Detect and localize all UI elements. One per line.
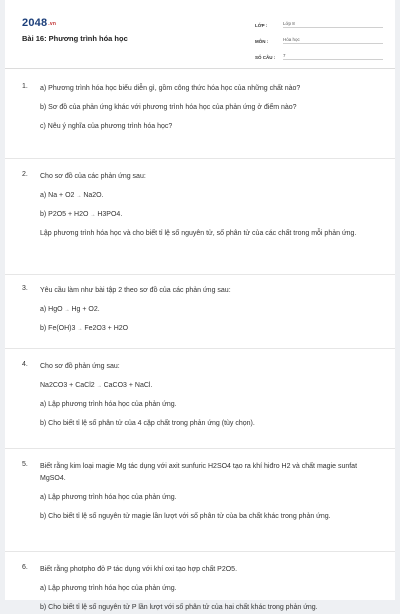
worksheet-page	[5, 0, 395, 611]
question-count-field: SỐ CÂU : 7	[255, 46, 383, 60]
arrow-icon: →	[77, 326, 83, 332]
question-number: 3.	[22, 285, 28, 292]
question-1: 1. a) Phương trình hóa học biểu diễn gì, gồm công thức hóa học của những chất nào? b) Sơ đồ của phản ứng khác với phương trình hóa học của phản ứng ở điểm nào? c) Nêu ý nghĩa của phương trình hóa học?	[5, 69, 395, 159]
question-2: 2. Cho sơ đồ của các phản ứng sau: a) Na + O2 → Na2O. b) P2O5 + H2O → H3PO4. Lập phương trình hóa học và cho biết tỉ lệ số nguyên tử, số phân tử của các chất trong mỗi phản ứng.	[5, 159, 395, 275]
site-logo[interactable]: 2048.vn	[22, 17, 57, 29]
question-number: 2.	[22, 171, 28, 178]
question-number: 5.	[22, 461, 28, 468]
reaction: b) P2O5 + H2O → H3PO4.	[40, 211, 123, 218]
question-4: 4. Cho sơ đồ phản ứng sau: Na2CO3 + CaCl2 → CaCO3 + NaCl. a) Lập phương trình hóa học của phản ứng. b) Cho biết tỉ lệ số phân tử của 4 cặp chất trong phản ứng (tùy chọn).	[5, 349, 395, 449]
class-field: LỚP : Lớp 8	[255, 14, 383, 28]
page-title: Bài 16: Phương trình hóa học	[22, 34, 128, 43]
reaction: a) Na + O2 → Na2O.	[40, 192, 104, 199]
question-5: 5. Biết rằng kim loại magie Mg tác dụng với axit sunfuric H2SO4 tạo ra khí hiđro H2 và chất magie sunfat MgSO4. a) Lập phương trình hóa học của phản ứng. b) Cho biết tỉ lệ số nguyên tử magie lần lượt với số phân tử của ba chất khác trong phản ứng.	[5, 449, 395, 552]
question-6: 6. Biết rằng photpho đỏ P tác dụng với khí oxi tạo hợp chất P2O5. a) Lập phương trình hóa học của phản ứng. b) Cho biết tỉ lệ số nguyên tử P lần lượt với số phân tử của hai chất khác trong phản ứng.	[22, 564, 318, 611]
question-3: 3. Yêu cầu làm như bài tập 2 theo sơ đồ của các phản ứng sau: a) HgO → Hg + O2. b) Fe(OH)3 → Fe2O3 + H2O	[5, 275, 395, 349]
reaction: a) HgO → Hg + O2.	[40, 306, 100, 313]
info-fields	[255, 14, 383, 62]
worksheet-header	[5, 0, 395, 69]
reaction: b) Fe(OH)3 → Fe2O3 + H2O	[40, 325, 129, 332]
question-number: 1.	[22, 83, 28, 90]
subject-field: MÔN : Hóa học	[255, 30, 383, 44]
arrow-icon: →	[90, 212, 96, 218]
arrow-icon: →	[64, 307, 70, 313]
question-number: 4.	[22, 361, 28, 368]
arrow-icon: →	[96, 383, 102, 389]
arrow-icon: →	[76, 193, 82, 199]
reaction: Na2CO3 + CaCl2 → CaCO3 + NaCl.	[40, 382, 153, 389]
question-number: 6.	[22, 564, 28, 571]
